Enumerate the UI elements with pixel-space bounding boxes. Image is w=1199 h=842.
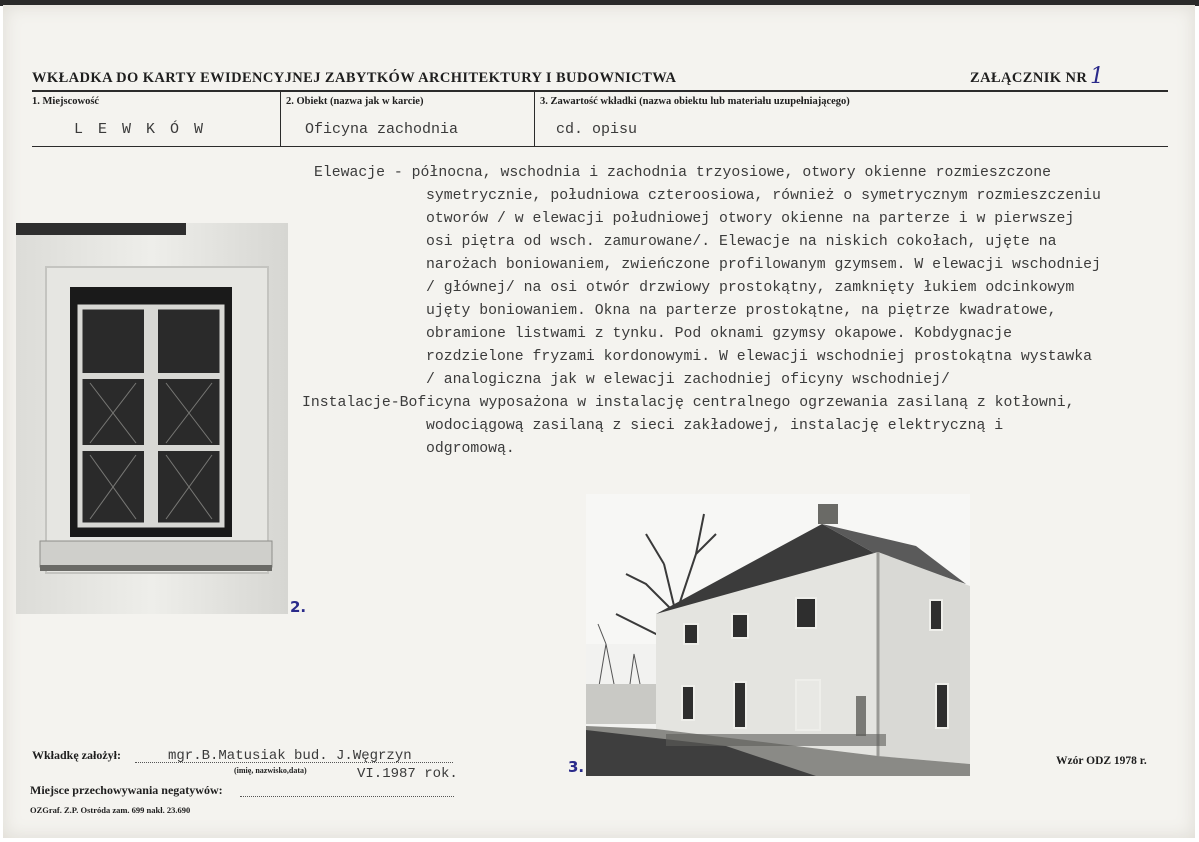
storage-dotline bbox=[240, 796, 454, 797]
content-label: 3. Zawartość wkładki (nazwa obiektu lub materiału uzupełniającego) bbox=[540, 96, 850, 107]
author-hint: (imię, nazwisko,data) bbox=[234, 766, 307, 775]
form-title: WKŁADKA DO KARTY EWIDENCYJNEJ ZABYTKÓW ARCHITEKTURY I BUDOWNICTWA bbox=[32, 70, 677, 86]
description-line: obramione listwami z tynku. Pod oknami gzymsy okapowe. Kobdygnacje bbox=[426, 326, 1013, 342]
description-line: symetrycznie, południowa czteroosiowa, również o symetrycznym rozmieszczeniu bbox=[426, 188, 1101, 204]
description-line: Instalacje-Boficyna wyposażona w instalację centralnego ogrzewania zasilaną z kotłowni, bbox=[302, 395, 1075, 411]
annex-number: 1 bbox=[1090, 64, 1104, 89]
photo-number: 2. bbox=[290, 598, 307, 616]
annex-label: ZAŁĄCZNIK NR bbox=[970, 70, 1088, 86]
print-note: OZGraf. Z.P. Ostróda zam. 699 nakł. 23.690 bbox=[30, 805, 191, 815]
object-label: 2. Obiekt (nazwa jak w karcie) bbox=[286, 96, 424, 107]
storage-label: Miejsce przechowywania negatywów: bbox=[30, 783, 223, 797]
description-line: otworów / w elewacji południowej otwory okienne na parterze i w pierwszej bbox=[426, 211, 1075, 227]
column-divider-2 bbox=[534, 92, 535, 146]
author-value: mgr.B.Matusiak bud. J.Węgrzyn bbox=[168, 748, 412, 764]
header-rule-bottom bbox=[32, 146, 1168, 147]
date-value: VI.1987 rok. bbox=[357, 766, 458, 782]
model-label: Wzór ODZ 1978 r. bbox=[1056, 755, 1147, 767]
description-line: ujęty boniowaniem. Okna na parterze prostokątne, na piętrze kwadratowe, bbox=[426, 303, 1057, 319]
object-value: Oficyna zachodnia bbox=[305, 121, 459, 138]
building-photo bbox=[586, 494, 970, 776]
author-label: Wkładkę założył: bbox=[32, 748, 121, 762]
building-photo-image bbox=[586, 494, 970, 776]
header-rule-top bbox=[32, 90, 1168, 92]
description-line: rozdzielone fryzami kordonowymi. W elewacji wschodniej prostokątna wystawka bbox=[426, 349, 1092, 365]
description-line: osi piętra od wsch. zamurowane/. Elewacje na niskich cokołach, ujęte na bbox=[426, 234, 1057, 250]
column-divider-1 bbox=[280, 92, 281, 146]
window-photo-image bbox=[16, 223, 288, 614]
locality-label: 1. Miejscowość bbox=[32, 96, 100, 107]
description-line: / głównej/ na osi otwór drzwiowy prostokątny, zamknięty łukiem odcinkowym bbox=[426, 280, 1075, 296]
description-line: Elewacje - północna, wschodnia i zachodnia trzyosiowe, otwory okienne rozmieszczone bbox=[314, 165, 1052, 181]
description-line: / analogiczna jak w elewacji zachodniej oficyny wschodniej/ bbox=[426, 372, 950, 388]
description-line: wodociągową zasilaną z sieci zakładowej, instalację elektryczną i bbox=[426, 418, 1004, 434]
window-photo bbox=[16, 223, 288, 614]
description-line: narożach boniowaniem, zwieńczone profilowanym gzymsem. W elewacji wschodniej bbox=[426, 257, 1101, 273]
description-line: odgromową. bbox=[426, 441, 515, 457]
content-value: cd. opisu bbox=[556, 121, 638, 138]
locality-value: L E W K Ó W bbox=[74, 121, 207, 138]
photo-number: 3. bbox=[568, 758, 585, 776]
